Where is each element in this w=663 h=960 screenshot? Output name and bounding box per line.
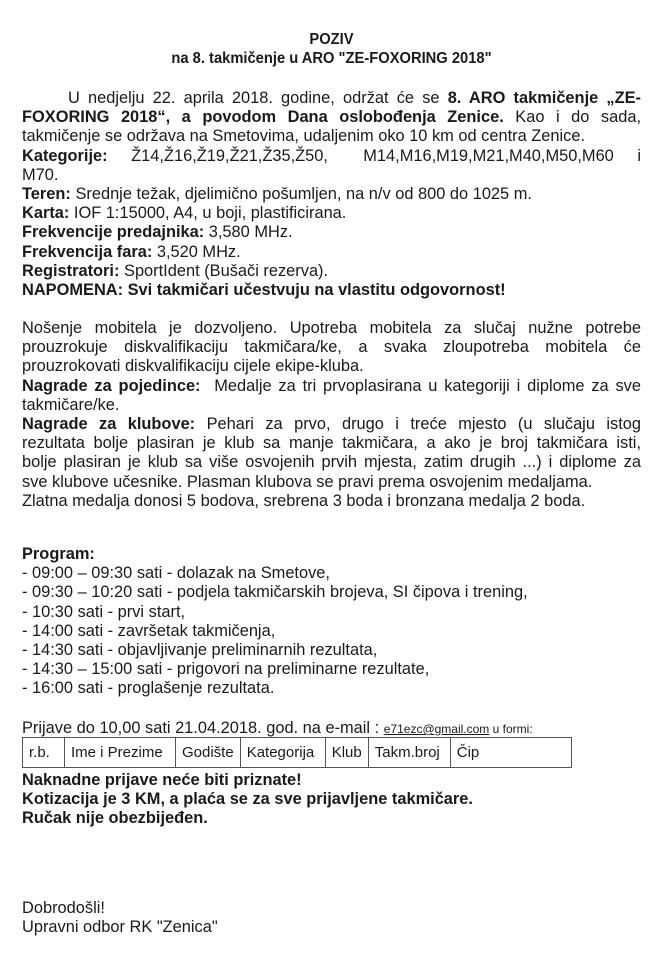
program-item: - 09:00 – 09:30 sati - dolazak na Smetove,: [22, 564, 330, 583]
document-title: POZIV: [309, 31, 354, 48]
kategorije-line-2: M70.: [22, 165, 59, 184]
registration-line: Prijave do 10,00 sati 21.04.2018. god. na e-mail : e71ezc@gmail.com u formi:: [22, 719, 533, 737]
column-kategorija: Kategorija: [240, 738, 325, 768]
karta-line: Karta: IOF 1:15000, A4, u boji, plastificirana.: [22, 204, 347, 223]
program-label: Program:: [22, 545, 95, 563]
column-takm-broj: Takm.broj: [368, 738, 450, 768]
registratori-line: Registratori: SportIdent (Bušači rezerva).: [22, 261, 329, 280]
note-lunch: Ručak nije obezbijeđen.: [22, 809, 208, 828]
program-item: - 16:00 sati - proglašenje rezultata.: [22, 679, 275, 698]
teren-line: Teren: Srednje težak, djelimično pošumljen, na n/v od 800 do 1025 m.: [22, 185, 532, 204]
klubovi-line-1: Nagrade za klubove: Pehari za prvo, drugo i treće mjesto (u slučaju istog: [22, 415, 641, 434]
klubovi-line-4: sve klubove učesnike. Plasman klubova se pravi prema osvojenim medaljama.: [22, 472, 593, 491]
program-item: - 09:30 – 10:20 sati - podjela takmičarskih brojeva, SI čipova i trening,: [22, 583, 528, 602]
klubovi-line-2: rezultata bolje plasiran je klub sa manje takmičara, a ako je broj takmičara isti,: [22, 434, 641, 453]
intro-line-1: U nedjelju 22. aprila 2018. godine, održat će se 8. ARO takmičenje „ZE-: [68, 89, 641, 107]
mobitel-line-3: prouzrokovati diskvalifikaciju cijele ekipe-kluba.: [22, 357, 364, 376]
column-godiste: Godište: [176, 738, 241, 768]
registration-form-table: [22, 737, 572, 768]
pojedinci-line: Nagrade za pojedince: Medalje za tri prvoplasirana u kategoriji i diplome za sve: [22, 376, 641, 395]
predajnik-line: Frekvencije predajnika: 3,580 MHz.: [22, 223, 293, 242]
column-cip: Čip: [450, 738, 571, 768]
table-header-row: [23, 738, 572, 768]
rules-section: [22, 319, 641, 511]
klubovi-line-3: bolje plasiran je klub sa više osvojenih prvih mjesta, zatim drugih ...) i diplome za: [22, 453, 641, 472]
closing-section: [22, 899, 641, 937]
email-link[interactable]: e71ezc@gmail.com: [383, 722, 490, 736]
column-klub: Klub: [325, 738, 368, 768]
intro-and-details: [22, 89, 641, 300]
column-ime-prezime: Ime i Prezime: [65, 738, 176, 768]
notes-section: [22, 771, 641, 829]
note-late-registration: Naknadne prijave neće biti priznate!: [22, 771, 302, 789]
program-section: [22, 545, 641, 699]
program-item: - 10:30 sati - prvi start,: [22, 602, 186, 621]
mobitel-line-1: Nošenje mobitela je dozvoljeno. Upotreba mobitela za slučaj nužne potrebe: [22, 319, 641, 337]
fara-line: Frekvencija fara: 3,520 MHz.: [22, 242, 241, 261]
greeting: Dobrodošli!: [22, 899, 105, 917]
document-subtitle: na 8. takmičenje u ARO "ZE-FOXORING 2018": [171, 50, 492, 67]
pojedinci-line-2: takmičare/ke.: [22, 395, 120, 414]
klubovi-line-5: Zlatna medalja donosi 5 bodova, srebrena 3 boda i bronzana medalja 2 boda.: [22, 491, 586, 510]
intro-line-2: FOXORING 2018“, a povodom Dana oslobođenja Zenice. Kao i do sada,: [22, 108, 641, 127]
mobitel-line-2: prouzrokuje diskvalifikaciju takmičara/ke, a svaka zloupotreba mobitela će: [22, 338, 641, 357]
napomena-line: NAPOMENA: Svi takmičari učestvuju na vlastitu odgovornost!: [22, 281, 506, 300]
signature: Upravni odbor RK "Zenica": [22, 918, 218, 937]
program-item: - 14:00 sati - završetak takmičenja,: [22, 621, 276, 640]
note-fee: Kotizacija je 3 KM, a plaća se za sve prijavljene takmičare.: [22, 790, 473, 809]
column-rb: r.b.: [23, 738, 65, 768]
kategorije-line: Kategorije: Ž14,Ž16,Ž19,Ž21,Ž35,Ž50, M14,M16,M19,M21,M40,M50,M60 i: [22, 146, 641, 165]
program-item: - 14:30 – 15:00 sati - prigovori na preliminarne rezultate,: [22, 660, 430, 679]
intro-line-3: takmičenje se održava na Smetovima, udaljenim oko 10 km od centra Zenice.: [22, 127, 586, 146]
program-item: - 14:30 sati - objavljivanje preliminarnih rezultata,: [22, 641, 378, 660]
